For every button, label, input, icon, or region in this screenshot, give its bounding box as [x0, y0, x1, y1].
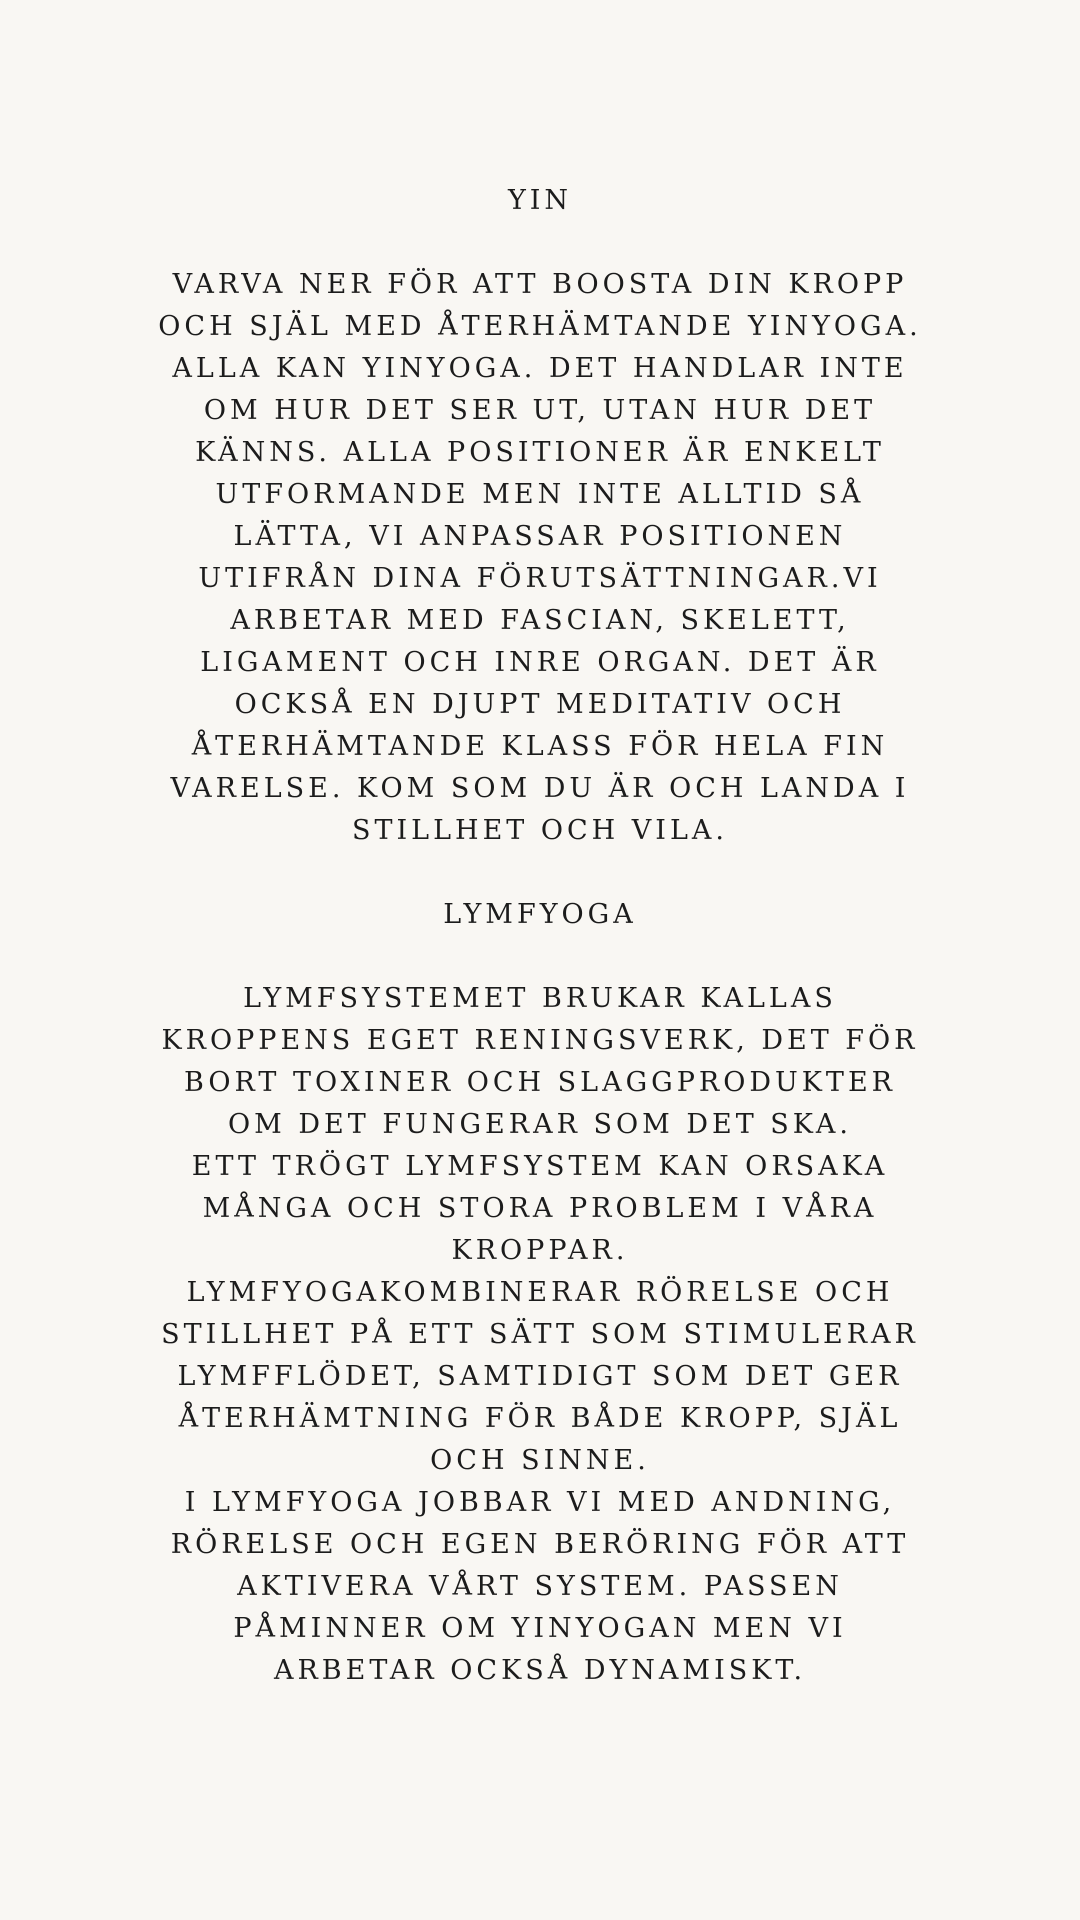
text-line: LYMFYOGAKOMBINERAR RÖRELSE OCH: [186, 1277, 894, 1308]
text-line: UTIFRÅN DINA FÖRUTSÄTTNINGAR.VI: [198, 563, 882, 594]
section-body-yin: [40, 264, 1040, 852]
section-yin: [40, 180, 1040, 852]
text-line: KROPPAR.: [451, 1235, 629, 1266]
text-line: LYMFFLÖDET, SAMTIDIGT SOM DET GER: [177, 1361, 903, 1392]
text-line: VARVA NER FÖR ATT BOOSTA DIN KROPP: [172, 269, 908, 300]
text-line: RÖRELSE OCH EGEN BERÖRING FÖR ATT: [170, 1529, 910, 1560]
text-line: OCH SJÄL MED ÅTERHÄMTANDE YINYOGA.: [158, 311, 922, 342]
text-line: OM DET FUNGERAR SOM DET SKA.: [228, 1109, 852, 1140]
text-line: I LYMFYOGA JOBBAR VI MED ANDNING,: [184, 1487, 896, 1518]
text-line: ÅTERHÄMTNING FÖR BÅDE KROPP, SJÄL: [178, 1403, 902, 1434]
section-heading-lymfyoga: LYMFYOGA: [443, 899, 637, 930]
text-line: OCKSÅ EN DJUPT MEDITATIV OCH: [234, 689, 846, 720]
text-line: ÅTERHÄMTANDE KLASS FÖR HELA FIN: [191, 731, 889, 762]
text-line: LYMFSYSTEMET BRUKAR KALLAS: [243, 983, 837, 1014]
text-line: AKTIVERA VÅRT SYSTEM. PASSEN: [237, 1571, 843, 1602]
text-line: MÅNGA OCH STORA PROBLEM I VÅRA: [202, 1193, 878, 1224]
text-line: PÅMINNER OM YINYOGAN MEN VI: [233, 1613, 847, 1644]
text-line: STILLHET OCH VILA.: [352, 815, 728, 846]
text-line: LIGAMENT OCH INRE ORGAN. DET ÄR: [200, 647, 880, 678]
text-line: BORT TOXINER OCH SLAGGPRODUKTER: [184, 1067, 896, 1098]
text-line: KROPPENS EGET RENINGSVERK, DET FÖR: [161, 1025, 919, 1056]
text-line: ETT TRÖGT LYMFSYSTEM KAN ORSAKA: [191, 1151, 889, 1182]
section-lymfyoga: [40, 894, 1040, 1692]
text-line: STILLHET PÅ ETT SÄTT SOM STIMULERAR: [161, 1319, 919, 1350]
text-line: UTFORMANDE MEN INTE ALLTID SÅ: [215, 479, 865, 510]
text-line: ARBETAR MED FASCIAN, SKELETT,: [230, 605, 850, 636]
text-line: VARELSE. KOM SOM DU ÄR OCH LANDA I: [170, 773, 910, 804]
text-line: LÄTTA, VI ANPASSAR POSITIONEN: [233, 521, 847, 552]
text-line: ARBETAR OCKSÅ DYNAMISKT.: [273, 1655, 807, 1686]
section-heading-yin: YIN: [507, 185, 573, 216]
text-line: OM HUR DET SER UT, UTAN HUR DET: [203, 395, 877, 426]
text-line: KÄNNS. ALLA POSITIONER ÄR ENKELT: [195, 437, 885, 468]
section-body-lymfyoga: [40, 978, 1040, 1692]
text-line: ALLA KAN YINYOGA. DET HANDLAR INTE: [172, 353, 908, 384]
text-line: OCH SINNE.: [430, 1445, 650, 1476]
